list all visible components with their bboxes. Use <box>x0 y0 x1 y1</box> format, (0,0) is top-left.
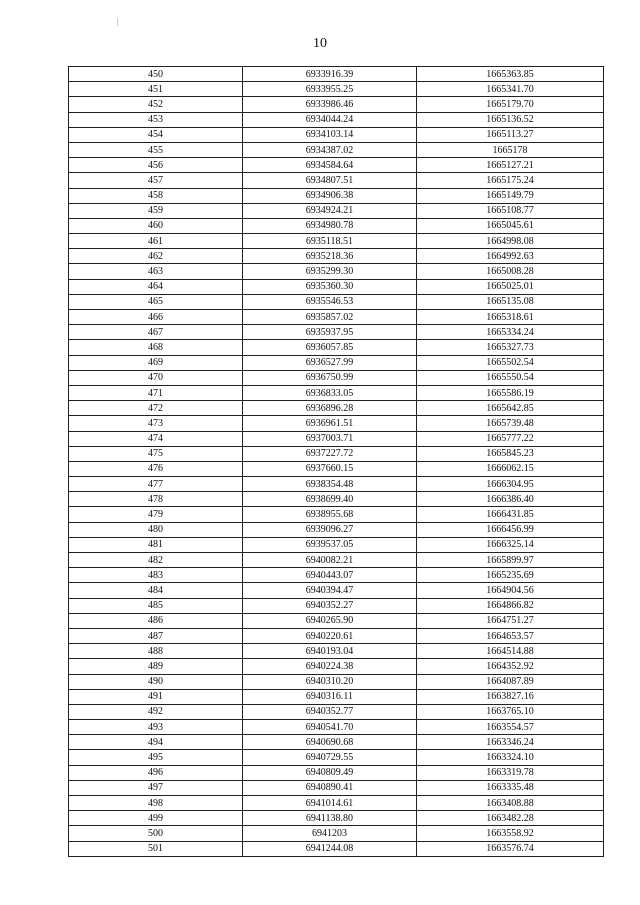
x-coordinate-cell: 6937003.71 <box>243 431 417 446</box>
x-coordinate-cell: 6936057.85 <box>243 340 417 355</box>
y-coordinate-cell: 1666325.14 <box>417 537 604 552</box>
point-number-cell: 459 <box>69 203 243 218</box>
point-number-cell: 497 <box>69 780 243 795</box>
table-row <box>69 294 604 309</box>
table-row <box>69 796 604 811</box>
table-row <box>69 173 604 188</box>
x-coordinate-cell: 6939537.05 <box>243 537 417 552</box>
x-coordinate-cell: 6933986.46 <box>243 97 417 112</box>
point-number-cell: 479 <box>69 507 243 522</box>
point-number-cell: 461 <box>69 234 243 249</box>
y-coordinate-cell: 1665178 <box>417 142 604 157</box>
table-row <box>69 689 604 704</box>
x-coordinate-cell: 6940310.20 <box>243 674 417 689</box>
table-row <box>69 826 604 841</box>
x-coordinate-cell: 6934924.21 <box>243 203 417 218</box>
table-row <box>69 568 604 583</box>
scan-artifact-mark <box>117 18 118 26</box>
table-row <box>69 82 604 97</box>
point-number-cell: 460 <box>69 218 243 233</box>
table-row <box>69 811 604 826</box>
table-row <box>69 370 604 385</box>
table-row <box>69 188 604 203</box>
x-coordinate-cell: 6935546.53 <box>243 294 417 309</box>
table-row <box>69 385 604 400</box>
x-coordinate-cell: 6941203 <box>243 826 417 841</box>
point-number-cell: 462 <box>69 249 243 264</box>
table-row <box>69 613 604 628</box>
table-row <box>69 234 604 249</box>
y-coordinate-cell: 1665045.61 <box>417 218 604 233</box>
x-coordinate-cell: 6934807.51 <box>243 173 417 188</box>
table-row <box>69 750 604 765</box>
table-row <box>69 461 604 476</box>
page-number: 10 <box>313 36 327 51</box>
x-coordinate-cell: 6940265.90 <box>243 613 417 628</box>
y-coordinate-cell: 1665845.23 <box>417 446 604 461</box>
x-coordinate-cell: 6938955.68 <box>243 507 417 522</box>
y-coordinate-cell: 1665363.85 <box>417 67 604 82</box>
x-coordinate-cell: 6939096.27 <box>243 522 417 537</box>
table-row <box>69 522 604 537</box>
point-number-cell: 496 <box>69 765 243 780</box>
point-number-cell: 490 <box>69 674 243 689</box>
x-coordinate-cell: 6940224.38 <box>243 659 417 674</box>
table-row <box>69 704 604 719</box>
point-number-cell: 495 <box>69 750 243 765</box>
x-coordinate-cell: 6935218.36 <box>243 249 417 264</box>
table-row <box>69 477 604 492</box>
y-coordinate-cell: 1663827.16 <box>417 689 604 704</box>
point-number-cell: 469 <box>69 355 243 370</box>
x-coordinate-cell: 6941014.61 <box>243 796 417 811</box>
x-coordinate-cell: 6940541.70 <box>243 720 417 735</box>
table-row <box>69 583 604 598</box>
point-number-cell: 491 <box>69 689 243 704</box>
x-coordinate-cell: 6940316.11 <box>243 689 417 704</box>
point-number-cell: 466 <box>69 310 243 325</box>
x-coordinate-cell: 6940443.07 <box>243 568 417 583</box>
y-coordinate-cell: 1663408.88 <box>417 796 604 811</box>
table-row <box>69 598 604 613</box>
table-row <box>69 401 604 416</box>
point-number-cell: 475 <box>69 446 243 461</box>
x-coordinate-cell: 6934387.02 <box>243 142 417 157</box>
y-coordinate-cell: 1663482.28 <box>417 811 604 826</box>
y-coordinate-cell: 1665502.54 <box>417 355 604 370</box>
table-row <box>69 218 604 233</box>
table-row <box>69 659 604 674</box>
point-number-cell: 463 <box>69 264 243 279</box>
point-number-cell: 453 <box>69 112 243 127</box>
point-number-cell: 465 <box>69 294 243 309</box>
point-number-cell: 467 <box>69 325 243 340</box>
point-number-cell: 477 <box>69 477 243 492</box>
point-number-cell: 468 <box>69 340 243 355</box>
point-number-cell: 454 <box>69 127 243 142</box>
y-coordinate-cell: 1663324.10 <box>417 750 604 765</box>
table-row <box>69 628 604 643</box>
point-number-cell: 472 <box>69 401 243 416</box>
y-coordinate-cell: 1665318.61 <box>417 310 604 325</box>
y-coordinate-cell: 1664653.57 <box>417 628 604 643</box>
table-row <box>69 340 604 355</box>
table-row <box>69 765 604 780</box>
y-coordinate-cell: 1663346.24 <box>417 735 604 750</box>
x-coordinate-cell: 6940352.27 <box>243 598 417 613</box>
x-coordinate-cell: 6936896.28 <box>243 401 417 416</box>
point-number-cell: 485 <box>69 598 243 613</box>
y-coordinate-cell: 1665586.19 <box>417 385 604 400</box>
y-coordinate-cell: 1663335.48 <box>417 780 604 795</box>
y-coordinate-cell: 1665136.52 <box>417 112 604 127</box>
table-row <box>69 325 604 340</box>
table-row <box>69 112 604 127</box>
point-number-cell: 483 <box>69 568 243 583</box>
y-coordinate-cell: 1666431.85 <box>417 507 604 522</box>
table-row <box>69 203 604 218</box>
x-coordinate-cell: 6935937.95 <box>243 325 417 340</box>
point-number-cell: 500 <box>69 826 243 841</box>
point-number-cell: 480 <box>69 522 243 537</box>
y-coordinate-cell: 1666062.15 <box>417 461 604 476</box>
point-number-cell: 493 <box>69 720 243 735</box>
y-coordinate-cell: 1665113.27 <box>417 127 604 142</box>
x-coordinate-cell: 6936961.51 <box>243 416 417 431</box>
x-coordinate-cell: 6934103.14 <box>243 127 417 142</box>
y-coordinate-cell: 1665642.85 <box>417 401 604 416</box>
x-coordinate-cell: 6937660.15 <box>243 461 417 476</box>
point-number-cell: 482 <box>69 553 243 568</box>
x-coordinate-cell: 6933955.25 <box>243 82 417 97</box>
point-number-cell: 452 <box>69 97 243 112</box>
x-coordinate-cell: 6941138.80 <box>243 811 417 826</box>
point-number-cell: 489 <box>69 659 243 674</box>
x-coordinate-cell: 6940690.68 <box>243 735 417 750</box>
table-row <box>69 674 604 689</box>
coordinates-table <box>68 66 604 857</box>
x-coordinate-cell: 6935857.02 <box>243 310 417 325</box>
x-coordinate-cell: 6933916.39 <box>243 67 417 82</box>
x-coordinate-cell: 6935360.30 <box>243 279 417 294</box>
point-number-cell: 486 <box>69 613 243 628</box>
y-coordinate-cell: 1665341.70 <box>417 82 604 97</box>
table-row <box>69 416 604 431</box>
x-coordinate-cell: 6940729.55 <box>243 750 417 765</box>
point-number-cell: 488 <box>69 644 243 659</box>
x-coordinate-cell: 6940809.49 <box>243 765 417 780</box>
point-number-cell: 499 <box>69 811 243 826</box>
point-number-cell: 494 <box>69 735 243 750</box>
x-coordinate-cell: 6935118.51 <box>243 234 417 249</box>
y-coordinate-cell: 1665550.54 <box>417 370 604 385</box>
y-coordinate-cell: 1664087.89 <box>417 674 604 689</box>
y-coordinate-cell: 1664904.56 <box>417 583 604 598</box>
x-coordinate-cell: 6940082.21 <box>243 553 417 568</box>
y-coordinate-cell: 1665135.08 <box>417 294 604 309</box>
table-row <box>69 97 604 112</box>
y-coordinate-cell: 1663319.78 <box>417 765 604 780</box>
point-number-cell: 501 <box>69 841 243 856</box>
point-number-cell: 455 <box>69 142 243 157</box>
table-row <box>69 310 604 325</box>
y-coordinate-cell: 1666456.99 <box>417 522 604 537</box>
x-coordinate-cell: 6936833.05 <box>243 385 417 400</box>
y-coordinate-cell: 1665777.22 <box>417 431 604 446</box>
y-coordinate-cell: 1664352.92 <box>417 659 604 674</box>
y-coordinate-cell: 1665179.70 <box>417 97 604 112</box>
y-coordinate-cell: 1663765.10 <box>417 704 604 719</box>
x-coordinate-cell: 6937227.72 <box>243 446 417 461</box>
y-coordinate-cell: 1666304.95 <box>417 477 604 492</box>
table-row <box>69 158 604 173</box>
point-number-cell: 478 <box>69 492 243 507</box>
point-number-cell: 474 <box>69 431 243 446</box>
table-row <box>69 67 604 82</box>
x-coordinate-cell: 6940394.47 <box>243 583 417 598</box>
table-row <box>69 492 604 507</box>
table-row <box>69 507 604 522</box>
point-number-cell: 471 <box>69 385 243 400</box>
y-coordinate-cell: 1664751.27 <box>417 613 604 628</box>
y-coordinate-cell: 1663558.92 <box>417 826 604 841</box>
point-number-cell: 476 <box>69 461 243 476</box>
table-row <box>69 279 604 294</box>
y-coordinate-cell: 1665739.48 <box>417 416 604 431</box>
y-coordinate-cell: 1663554.57 <box>417 720 604 735</box>
table-row <box>69 264 604 279</box>
y-coordinate-cell: 1665175.24 <box>417 173 604 188</box>
x-coordinate-cell: 6940220.61 <box>243 628 417 643</box>
x-coordinate-cell: 6940193.04 <box>243 644 417 659</box>
y-coordinate-cell: 1665025.01 <box>417 279 604 294</box>
y-coordinate-cell: 1665334.24 <box>417 325 604 340</box>
table-row <box>69 841 604 856</box>
x-coordinate-cell: 6940352.77 <box>243 704 417 719</box>
y-coordinate-cell: 1664514.88 <box>417 644 604 659</box>
table-row <box>69 142 604 157</box>
x-coordinate-cell: 6936750.99 <box>243 370 417 385</box>
table-row <box>69 780 604 795</box>
y-coordinate-cell: 1663576.74 <box>417 841 604 856</box>
y-coordinate-cell: 1665327.73 <box>417 340 604 355</box>
y-coordinate-cell: 1664992.63 <box>417 249 604 264</box>
point-number-cell: 450 <box>69 67 243 82</box>
y-coordinate-cell: 1665008.28 <box>417 264 604 279</box>
point-number-cell: 458 <box>69 188 243 203</box>
x-coordinate-cell: 6941244.08 <box>243 841 417 856</box>
point-number-cell: 470 <box>69 370 243 385</box>
point-number-cell: 487 <box>69 628 243 643</box>
table-row <box>69 446 604 461</box>
y-coordinate-cell: 1664866.82 <box>417 598 604 613</box>
point-number-cell: 464 <box>69 279 243 294</box>
point-number-cell: 451 <box>69 82 243 97</box>
point-number-cell: 473 <box>69 416 243 431</box>
y-coordinate-cell: 1665108.77 <box>417 203 604 218</box>
table-row <box>69 127 604 142</box>
y-coordinate-cell: 1664998.08 <box>417 234 604 249</box>
table-row <box>69 537 604 552</box>
x-coordinate-cell: 6934044.24 <box>243 112 417 127</box>
table-row <box>69 735 604 750</box>
x-coordinate-cell: 6938699.40 <box>243 492 417 507</box>
x-coordinate-cell: 6934906.38 <box>243 188 417 203</box>
point-number-cell: 481 <box>69 537 243 552</box>
point-number-cell: 498 <box>69 796 243 811</box>
point-number-cell: 484 <box>69 583 243 598</box>
table-row <box>69 720 604 735</box>
table-row <box>69 644 604 659</box>
x-coordinate-cell: 6936527.99 <box>243 355 417 370</box>
x-coordinate-cell: 6940890.41 <box>243 780 417 795</box>
table-row <box>69 249 604 264</box>
table-row <box>69 553 604 568</box>
y-coordinate-cell: 1665235.69 <box>417 568 604 583</box>
y-coordinate-cell: 1665899.97 <box>417 553 604 568</box>
x-coordinate-cell: 6934980.78 <box>243 218 417 233</box>
table-row <box>69 355 604 370</box>
y-coordinate-cell: 1665149.79 <box>417 188 604 203</box>
point-number-cell: 457 <box>69 173 243 188</box>
x-coordinate-cell: 6934584.64 <box>243 158 417 173</box>
y-coordinate-cell: 1665127.21 <box>417 158 604 173</box>
coordinates-table-body <box>69 67 604 857</box>
point-number-cell: 492 <box>69 704 243 719</box>
y-coordinate-cell: 1666386.40 <box>417 492 604 507</box>
point-number-cell: 456 <box>69 158 243 173</box>
table-row <box>69 431 604 446</box>
x-coordinate-cell: 6938354.48 <box>243 477 417 492</box>
x-coordinate-cell: 6935299.30 <box>243 264 417 279</box>
